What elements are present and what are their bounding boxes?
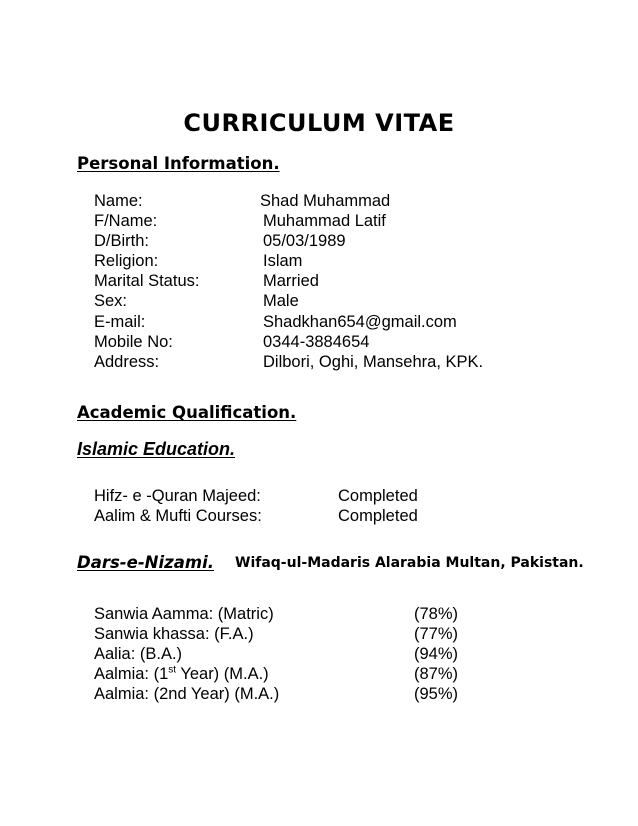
field-value: 05/03/1989	[263, 232, 346, 251]
field-label: D/Birth:	[94, 232, 150, 251]
dars-board-name: Wifaq-ul-Madaris Alarabia Multan, Pakistan.	[235, 555, 584, 571]
level-label: Aalmia: (2nd Year) (M.A.)	[94, 685, 280, 704]
field-value: Muhammad Latif	[263, 212, 386, 231]
field-value: Married	[263, 272, 319, 291]
level-percentage: (87%)	[414, 665, 459, 684]
islamic-education-heading: Islamic Education.	[77, 439, 236, 459]
course-status: Completed	[338, 487, 418, 505]
field-value: Shadkhan654@gmail.com	[263, 312, 457, 331]
field-label: Sex:	[94, 292, 128, 311]
level-label: Sanwia khassa: (F.A.)	[94, 625, 254, 644]
field-label: E-mail:	[94, 312, 146, 331]
level-percentage: (94%)	[414, 645, 459, 664]
dars-e-nizami-heading: Dars-e-Nizami.	[77, 553, 214, 572]
level-label	[94, 664, 269, 684]
field-value: Male	[263, 292, 299, 311]
field-label: Address:	[94, 352, 160, 371]
level-percentage: (77%)	[414, 625, 459, 644]
field-label: Name:	[94, 192, 143, 210]
level-label: Sanwia Aamma: (Matric)	[94, 605, 274, 623]
course-status: Completed	[338, 507, 418, 526]
course-label: Aalim & Mufti Courses:	[94, 507, 262, 526]
field-label: Marital Status:	[94, 272, 200, 291]
level-label-sup: st	[168, 664, 177, 676]
level-label: Aalia: (B.A.)	[94, 645, 183, 664]
academic-heading: Academic Qualification.	[77, 403, 297, 422]
field-label: Mobile No:	[94, 332, 173, 351]
level-label-pre: Aalmia: (1	[94, 665, 169, 684]
field-value: Islam	[263, 252, 303, 271]
field-label: Religion:	[94, 252, 159, 271]
field-value: Dilbori, Oghi, Mansehra, KPK.	[263, 352, 484, 371]
personal-info-heading: Personal Information.	[77, 154, 280, 173]
field-value: 0344-3884654	[263, 332, 370, 351]
level-percentage: (95%)	[414, 685, 459, 704]
level-label-post: Year) (M.A.)	[176, 665, 269, 684]
field-label: F/Name:	[94, 212, 158, 231]
level-percentage: (78%)	[414, 605, 459, 623]
course-label: Hifz- e -Quran Majeed:	[94, 487, 261, 505]
field-value: Shad Muhammad	[260, 192, 391, 210]
document-title: CURRICULUM VITAE	[183, 109, 455, 137]
